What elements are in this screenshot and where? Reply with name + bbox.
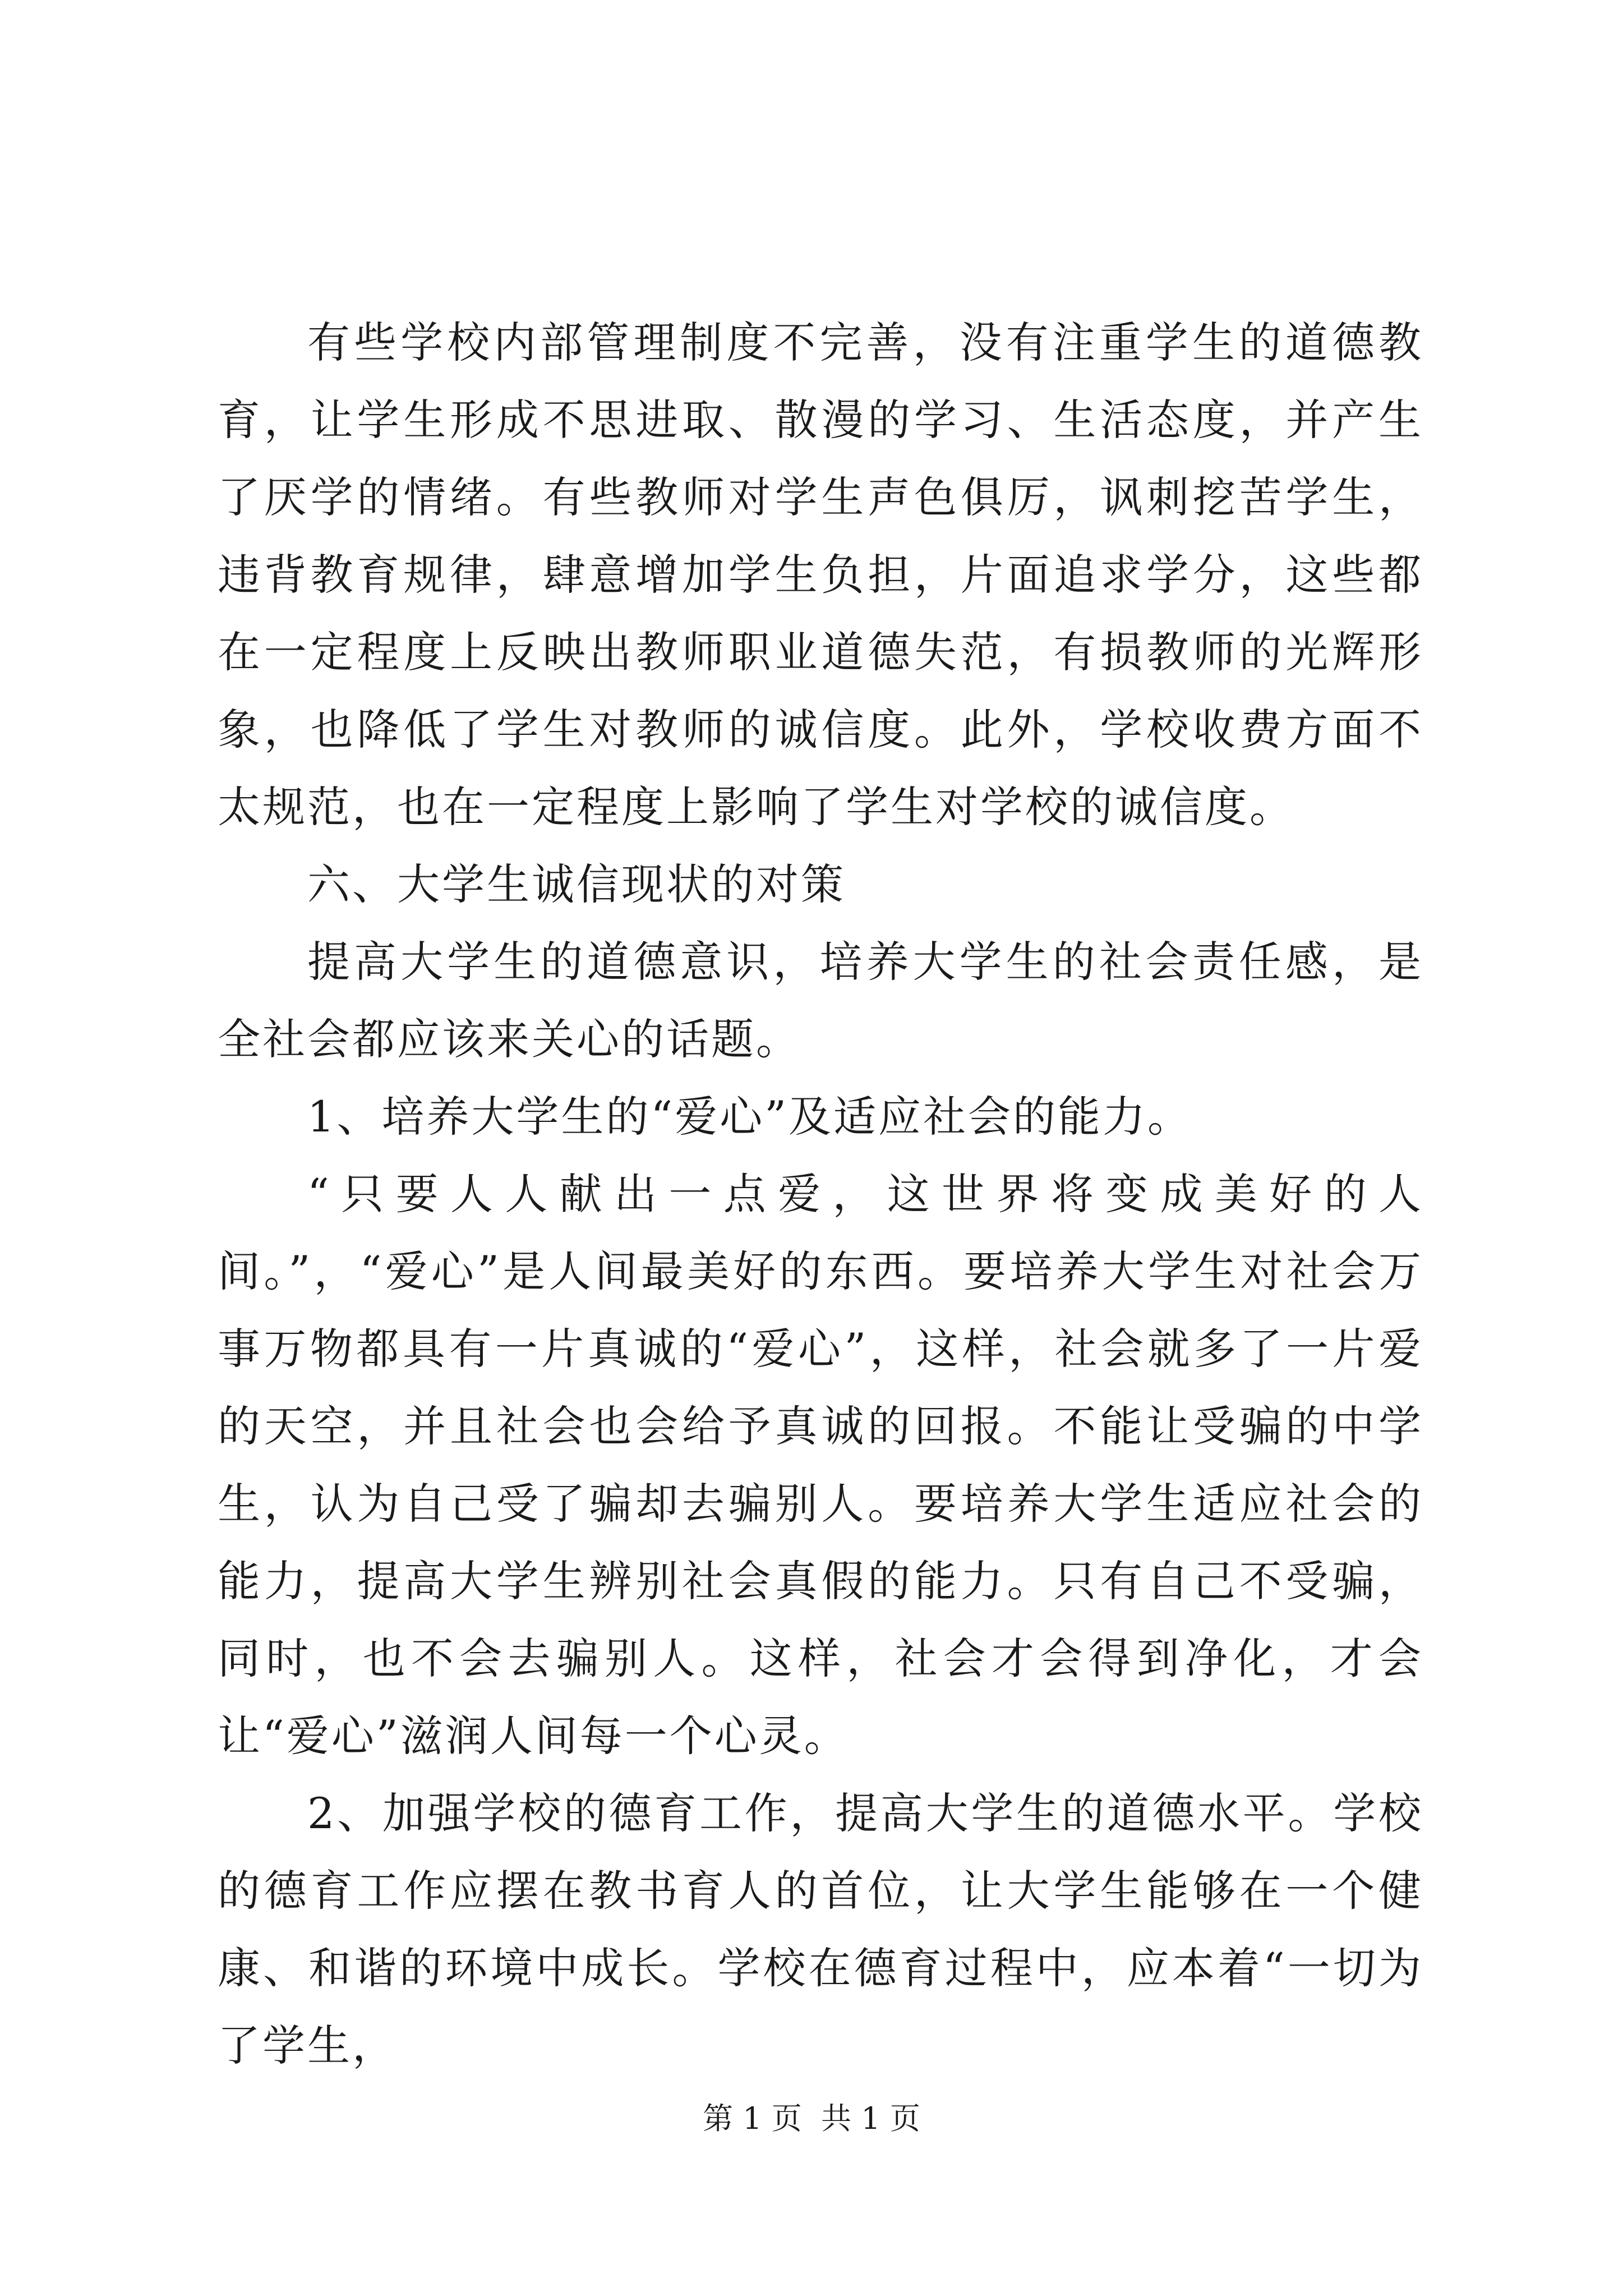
paragraph-moral-awareness: 提高大学生的道德意识，培养大学生的社会责任感，是全社会都应该来关心的话题。 xyxy=(218,937,1423,1064)
paragraph-love: “只要人人献出一点爱，这世界将变成美好的人间。”，“爱心”是人间最美好的东西。要培养大学生对社会万事万物都具有一片真诚的“爱心”，这样，社会就多了一片爱的天空，并且社会也会给予真诚的回报。不能让受骗的中学生，认为自己受了骗却去骗别人。要培养大学生适应社会的能力，提高大学生辨别社会真假的能力。只有自己不受骗，同时，也不会去骗别人。这样，社会才会得到净化，才会让“爱心”滋润人间每一个心灵。 xyxy=(218,1169,1423,1761)
subheading-love-and-adaptation: 1、培养大学生的“爱心”及适应社会的能力。 xyxy=(307,1092,1193,1142)
paragraph-school-management: 有些学校内部管理制度不完善，没有注重学生的道德教育，让学生形成不思进取、散漫的学习、生活态度，并产生了厌学的情绪。有些教师对学生声色俱厉，讽刺挖苦学生，违背教育规律，肆意增加学生负担，片面追求学分，这些都在一定程度上反映出教师职业道德失范，有损教师的光辉形象，也降低了学生对教师的诚信度。此外，学校收费方面不太规范，也在一定程度上影响了学生对学校的诚信度。 xyxy=(218,318,1423,832)
page-number-label: 第 1 页 共 1 页 xyxy=(703,2101,920,2136)
page-footer xyxy=(0,2099,1623,2138)
paragraph-moral-education: 2、加强学校的德育工作，提高大学生的道德水平。学校的德育工作应摆在教书育人的首位，让大学生能够在一个健康、和谐的环境中成长。学校在德育过程中，应本着“一切为了学生， xyxy=(218,1788,1423,2070)
section-heading-countermeasures: 六、大学生诚信现状的对策 xyxy=(307,859,846,909)
document-body xyxy=(218,304,1423,2085)
